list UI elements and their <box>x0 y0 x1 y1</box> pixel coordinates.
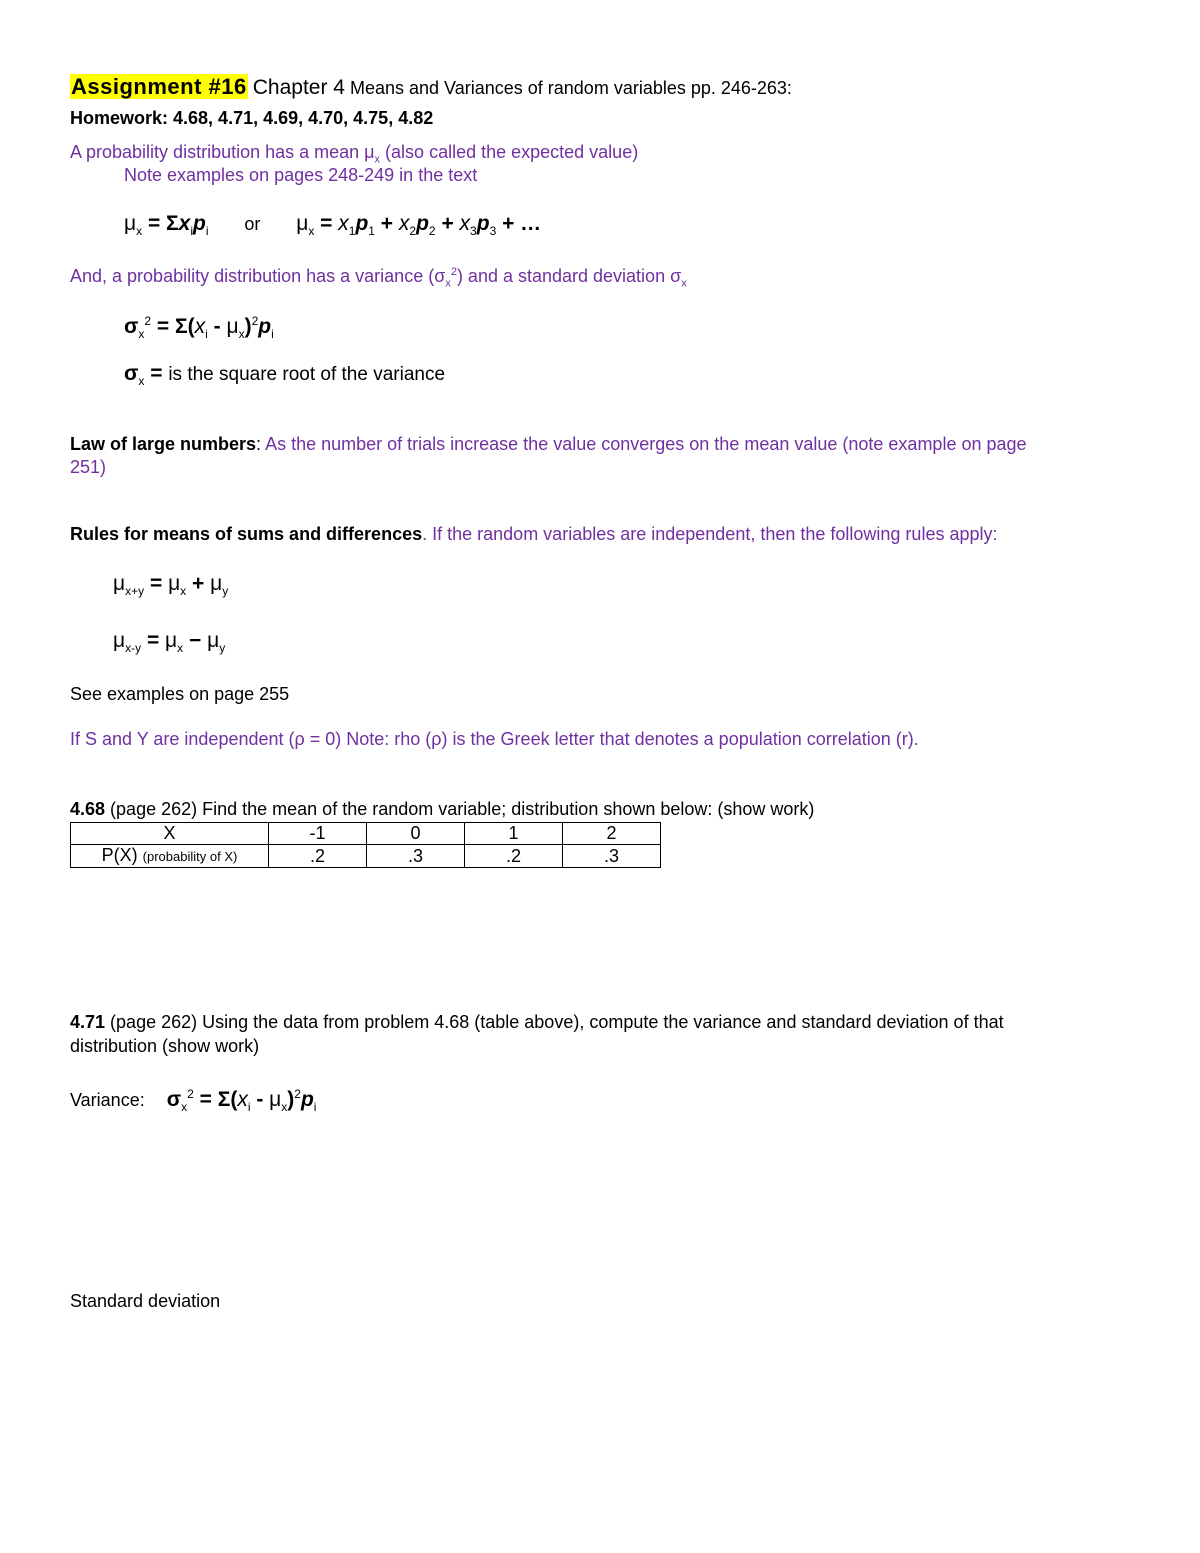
problem-471-line-2: distribution (show work) <box>70 1036 260 1056</box>
table-row <box>71 823 661 845</box>
sd-definition-line: $\sigma_x$ = is the square root of the variance <box>124 362 446 389</box>
standard-deviation-label: Standard deviation <box>70 1291 221 1311</box>
distribution-table <box>70 822 661 868</box>
topic-label: Means and Variances of random variables pp. 246-263: <box>350 78 792 98</box>
variance-formula: $\sigma_x^2 = \Sigma(x_i - \mu_x)^2p_i$ <box>124 314 274 342</box>
table-cell: .2 <box>269 845 367 868</box>
table-row <box>71 845 661 868</box>
table-cell: .3 <box>563 845 661 868</box>
rule-sum-formula: $\mu_{x+y} = \mu_x + \mu_y$ <box>113 572 229 599</box>
table-cell: 0 <box>367 823 465 845</box>
mean-formula: $\mu_x = \Sigma x_ip_i$ or $\mu_x = x_1p_1 + x_2p_2 + x_3p_3$ + … <box>124 212 542 239</box>
table-cell: P(X) (probability of X) <box>71 845 269 868</box>
table-cell: -1 <box>269 823 367 845</box>
table-cell: 1 <box>465 823 563 845</box>
chapter-label: Chapter 4 <box>252 76 345 99</box>
rules-line: Rules for means of sums and differences. If the random variables are independent, then the following rules apply: <box>70 524 998 544</box>
title-line <box>70 76 792 99</box>
rho-note-line: If S and Y are independent (ρ = 0) Note: rho (ρ) is the Greek letter that denotes a population correlation (r). <box>70 729 919 749</box>
table-cell: 2 <box>563 823 661 845</box>
mean-intro-line: A probability distribution has a mean $\mu_x$ (also called the expected value) <box>70 142 639 166</box>
variance-intro-line: And, a probability distribution has a variance $(\sigma_x^2)$ and a standard deviation $\sigma_x$ <box>70 266 687 290</box>
problem-471-line: 4.71 (page 262) Using the data from problem 4.68 (table above), compute the variance and standard deviation of that <box>70 1012 1004 1032</box>
table-cell: .2 <box>465 845 563 868</box>
law-of-large-numbers-line-2: 251) <box>70 457 107 477</box>
variance-work-line: Variance: $\sigma_x^2 = \Sigma(x_i - \mu_x)^2p_i$ <box>70 1087 317 1115</box>
rule-difference-formula: $\mu_{x-y} = \mu_x - \mu_y$ <box>113 629 226 656</box>
law-of-large-numbers-line: Law of large numbers: As the number of trials increase the value converges on the mean value (note example on page <box>70 434 1027 454</box>
assignment-label: Assignment #16 <box>71 74 247 99</box>
table-cell: X <box>71 823 269 845</box>
mean-note-line: Note examples on pages 248-249 in the text <box>124 165 478 185</box>
see-examples-line: See examples on page 255 <box>70 684 290 704</box>
homework-line: Homework: 4.68, 4.71, 4.69, 4.70, 4.75, 4.82 <box>70 108 434 128</box>
problem-468-line: 4.68 (page 262) Find the mean of the random variable; distribution shown below: (show work) <box>70 799 815 819</box>
table-cell: .3 <box>367 845 465 868</box>
